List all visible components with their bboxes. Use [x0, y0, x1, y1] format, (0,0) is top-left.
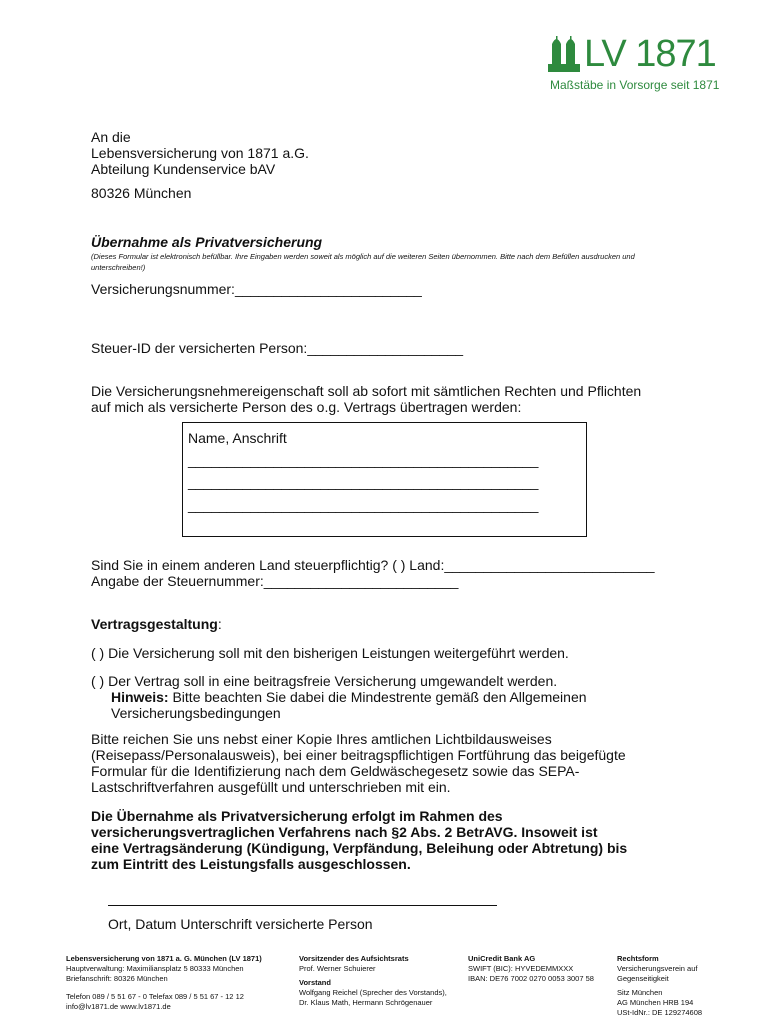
hint-text-continued: Versicherungsbedingungen [111, 705, 281, 721]
tax-id-field[interactable]: Steuer-ID der versicherten Person:____________________ [91, 340, 464, 356]
footer-company-post: Briefanschrift: 80326 München [66, 974, 168, 983]
footer-chair-name: Prof. Werner Schuierer [299, 964, 376, 973]
footer-board-title: Vorstand [299, 978, 331, 987]
towers-icon [548, 34, 582, 74]
footer-legal-form: Gegenseitigkeit [617, 974, 669, 983]
policy-number-field[interactable]: Versicherungsnummer:________________________ [91, 281, 422, 297]
recipient-line: Abteilung Kundenservice bAV [91, 161, 276, 177]
logo-brand: LV 1871 [584, 33, 716, 75]
name-address-box[interactable] [182, 422, 587, 537]
footer-company-hq: Hauptverwaltung: Maximiliansplatz 5 80333 München [66, 964, 244, 973]
documents-line: (Reisepass/Personalausweis), bei einer beitragspflichtigen Fortführung das beigefügte [91, 747, 626, 763]
legal-line: eine Vertragsänderung (Kündigung, Verpfändung, Beleihung oder Abtretung) bis [91, 840, 628, 856]
hint [91, 689, 587, 705]
logo-tagline: Maßstäbe in Vorsorge seit 1871 [550, 78, 720, 92]
footer-bank [468, 954, 613, 984]
company-logo [548, 34, 740, 94]
hint-label: Hinweis: [111, 689, 169, 705]
tax-abroad-field[interactable]: Sind Sie in einem anderen Land steuerpflichtig? ( ) Land:___________________________ [91, 557, 655, 573]
footer-chair-title: Vorsitzender des Aufsichtsrats [299, 954, 409, 963]
footer-legal-title: Rechtsform [617, 954, 659, 963]
contract-heading-colon: : [217, 616, 222, 632]
box-input-line[interactable]: _____________________________________________ [188, 497, 539, 513]
footer-board-line: Dr. Klaus Math, Hermann Schrögenauer [299, 998, 433, 1007]
documents-request [91, 731, 626, 795]
recipient-address [91, 129, 309, 177]
legal-line: Die Übernahme als Privatversicherung erfolgt im Rahmen des [91, 808, 503, 824]
signature-label: Ort, Datum Unterschrift versicherte Person [108, 916, 373, 932]
option-paid-up[interactable] [91, 673, 587, 721]
footer-company-web: info@lv1871.de www.lv1871.de [66, 1002, 171, 1011]
transfer-line: Die Versicherungsnehmereigenschaft soll ab sofort mit sämtlichen Rechten und Pflichten [91, 383, 642, 399]
footer-bank-iban: IBAN: DE76 7002 0270 0053 3007 58 [468, 974, 594, 983]
tax-number-field[interactable]: Angabe der Steuernummer:_________________________ [91, 573, 459, 589]
footer-company-name: Lebensversicherung von 1871 a. G. München (LV 1871) [66, 954, 262, 963]
form-note: (Dieses Formular ist elektronisch befüllbar. Ihre Eingaben werden soweit als möglich auf die weiteren Seiten übernommen. Bitte nach dem Befüllen ausdrucken und unterschreiben!) [91, 252, 635, 272]
recipient-line: An die [91, 129, 131, 145]
footer-legal-vat: USt-IdNr.: DE 129274608 [617, 1008, 703, 1017]
footer-bank-name: UniCredit Bank AG [468, 954, 536, 963]
contract-heading-text: Vertragsgestaltung [91, 616, 218, 632]
box-input-line[interactable]: _____________________________________________ [188, 452, 539, 468]
legal-notice [91, 808, 627, 872]
box-input-line[interactable]: _____________________________________________ [188, 474, 539, 490]
recipient-line: Lebensversicherung von 1871 a.G. [91, 145, 309, 161]
legal-line: zum Eintritt des Leistungsfalls ausgeschlossen. [91, 856, 411, 872]
option-paid-up-label: ( ) Der Vertrag soll in eine beitragsfreie Versicherung umgewandelt werden. [91, 673, 558, 689]
legal-line: versicherungsvertraglichen Verfahrens nach §2 Abs. 2 BetrAVG. Insoweit ist [91, 824, 598, 840]
form-title: Übernahme als Privatversicherung [91, 234, 323, 250]
documents-line: Formular für die Identifizierung nach dem Geldwäschegesetz sowie das SEPA- [91, 763, 580, 779]
footer-board [299, 954, 459, 1008]
signature-line[interactable] [108, 905, 497, 906]
footer-legal-form: Versicherungsverein auf [617, 964, 698, 973]
box-label: Name, Anschrift [188, 430, 287, 446]
footer-legal-court: AG München HRB 194 [617, 998, 694, 1007]
footer-company [66, 954, 286, 1012]
hint-text: Bitte beachten Sie dabei die Mindestrente gemäß den Allgemeinen [168, 689, 587, 705]
recipient-city: 80326 München [91, 185, 192, 201]
documents-line: Lastschriftverfahren ausgefüllt und unterschrieben mit ein. [91, 779, 451, 795]
contract-heading [91, 616, 222, 632]
transfer-statement [91, 383, 641, 415]
footer-bank-swift: SWIFT (BIC): HYVEDEMMXXX [468, 964, 574, 973]
footer-board-line: Wolfgang Reichel (Sprecher des Vorstands), [299, 988, 447, 997]
option-continue[interactable]: ( ) Die Versicherung soll mit den bisherigen Leistungen weitergeführt werden. [91, 645, 569, 661]
footer-legal [617, 954, 717, 1018]
footer-legal-seat: Sitz München [617, 988, 663, 997]
footer-company-phone: Telefon 089 / 5 51 67 - 0 Telefax 089 / 5 51 67 - 12 12 [66, 992, 244, 1001]
documents-line: Bitte reichen Sie uns nebst einer Kopie Ihres amtlichen Lichtbildausweises [91, 731, 552, 747]
transfer-line: auf mich als versicherte Person des o.g. Vertrags übertragen werden: [91, 399, 522, 415]
